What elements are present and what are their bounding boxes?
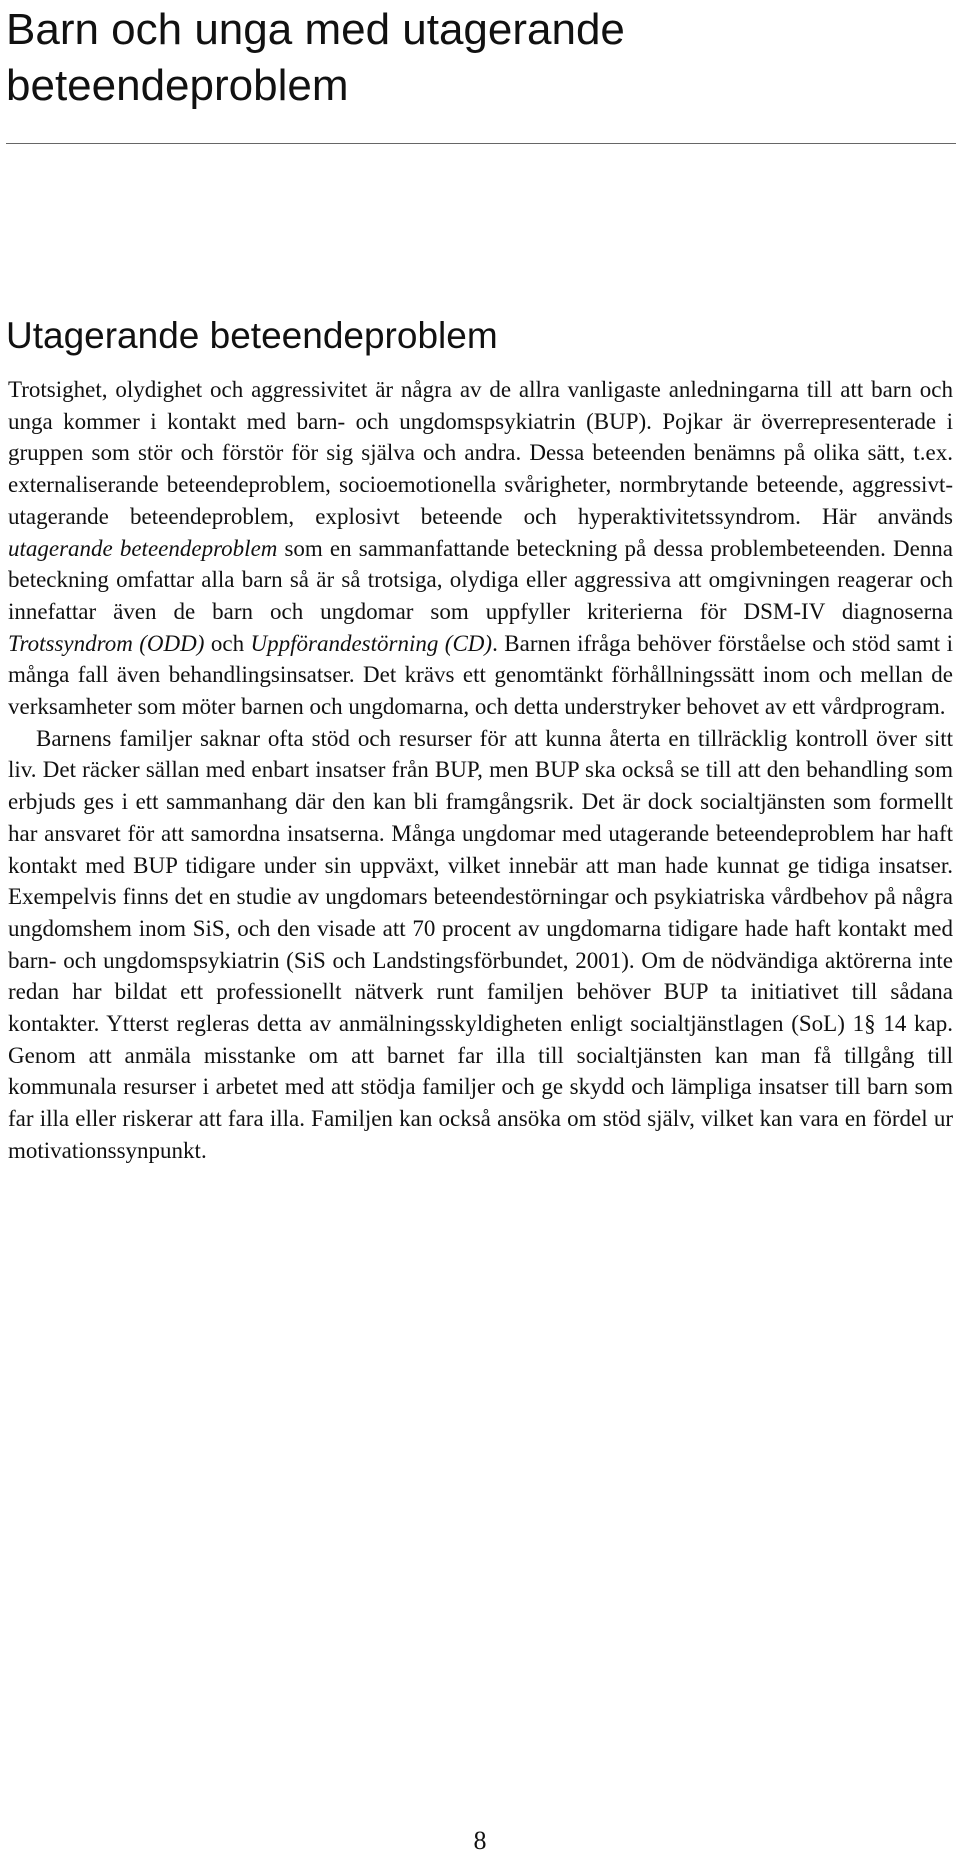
body-text [8,374,953,1167]
emphasis-term: Uppförandestörning (CD) [250,630,493,656]
text-run: Trotsighet, olydighet och aggressivitet är några av de allra vanligaste anledningarna till att barn och unga kommer i kontakt med barn- och ungdomspsykiatrin (BUP). Pojkar är överrepresenterade i gruppen som stör och förstör för sig själva och andra. Dessa beteenden benämns på olika sätt, t.ex. externaliserande beteendeproblem, socioemotionella svårigheter, normbrytande beteende, aggressivt-utagerande beteendeproblem, explosivt beteende och hyperaktivitetssyndrom. Här används [8,377,953,529]
text-run: och [204,630,251,656]
text-run: Barnens familjer saknar ofta stöd och resurser för att kunna återta en tillräcklig kontroll över sitt liv. Det räcker sällan med enbart insatser från BUP, men BUP ska också se till att den behandling som erbjuds ges i ett sammanhang där den kan bli framgångsrik. Det är dock socialtjänsten som formellt har ansvaret för att samordna insatserna. Många ungdomar med utagerande beteendeproblem har haft kontakt med BUP tidigare under sin uppväxt, vilket innebär att man hade kunnat ge tidiga insatser. Exempelvis finns det en studie av ungdomars beteendestörningar och psykiatriska vårdbehov på några ungdomshem inom SiS, och den visade att 70 procent av ungdomarna tidigare hade haft kontakt med barn- och ungdomspsykiatrin (SiS och Landstingsförbundet, 2001). Om de nödvändiga aktörerna inte redan har bildat ett professionellt nätverk runt familjen behöver BUP ta initiativet till sådana kontakter. Ytterst regleras detta av anmälningsskyldigheten enligt socialtjänstlagen (SoL) 1§ 14 kap. Genom att anmäla misstanke om att barnet far illa till socialtjänsten kan man få tillgång till kommunala resurser i arbetet med att stödja familjer och ge skydd och lämpliga insatser till barn som far illa eller riskerar att fara illa. Familjen kan också ansöka om stöd själv, vilket kan vara en fördel ur motivationssynpunkt. [8,725,953,1163]
text-run: . Barnen ifråga behöver förståelse och stöd samt i många fall även behandlingsinsatser. Det krävs ett genomtänkt förhållningssätt inom och mellan de verksamheter som möter barnen och ungdomarna, och detta understryker behovet av ett vårdprogram. [8,630,953,720]
emphasis-term: utagerande beteendeproblem [8,535,278,561]
paragraph [8,723,953,1167]
emphasis-term: Trotssyndrom (ODD) [8,630,205,656]
page-number: 8 [473,1826,487,1855]
title-divider [6,143,956,144]
text-run: som en sammanfattande beteckning på dessa problembeteenden. Denna beteckning omfattar alla barn så är så trotsiga, olydiga eller aggressiva att omgivningen reagerar och innefattar även de barn och ungdomar som uppfyller kriterierna för DSM-IV diagnoserna [8,535,953,624]
section-heading: Utagerande beteendeproblem [6,315,498,356]
paragraph [8,374,953,723]
document-title: Barn och unga med utagerande beteendeproblem [6,5,625,110]
